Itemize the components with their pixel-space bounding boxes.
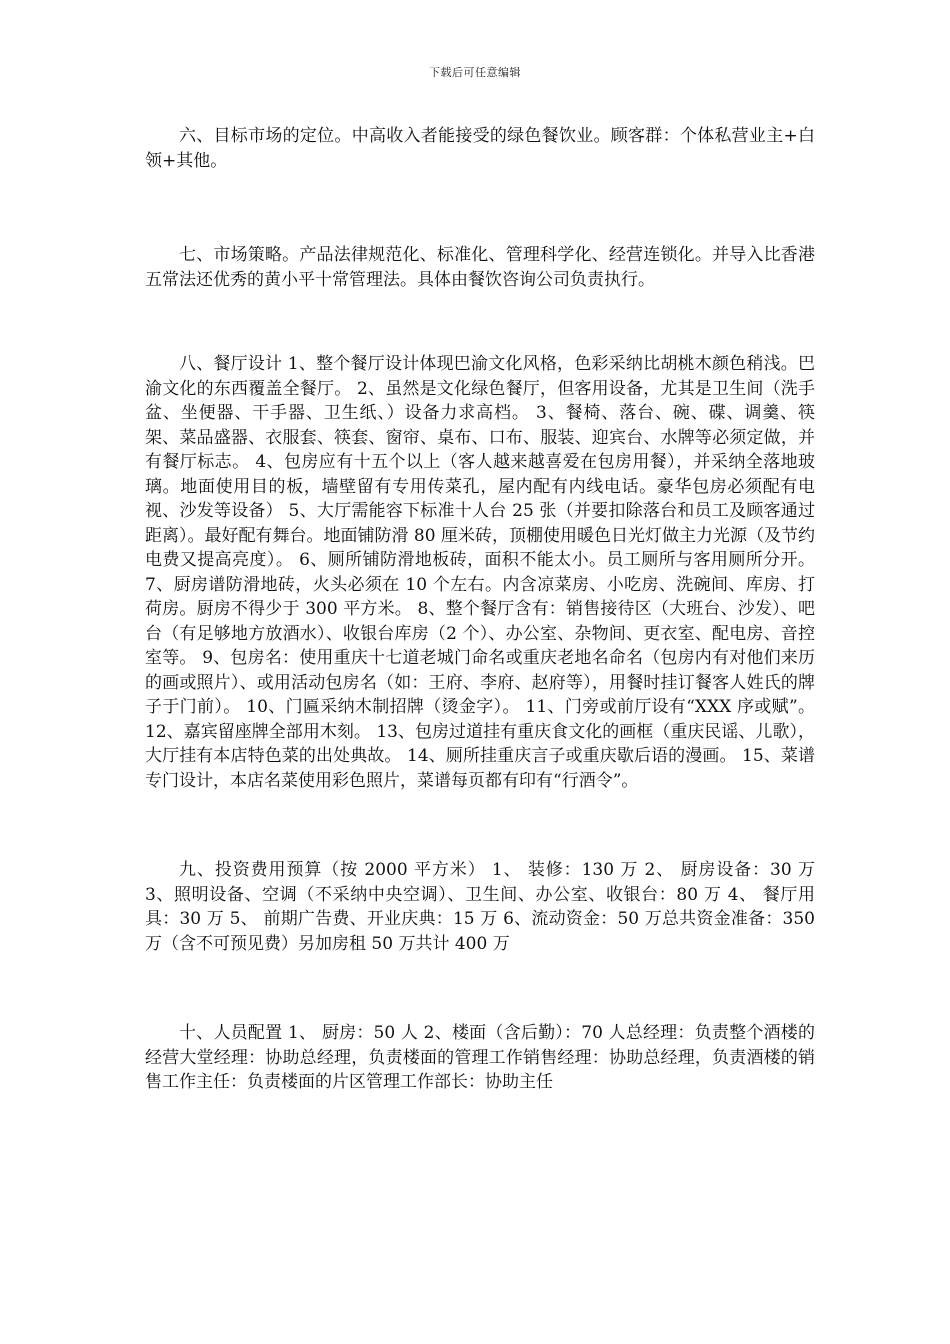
paragraph-restaurant-design: 八、餐厅设计 1、整个餐厅设计体现巴渝文化风格，色彩采纳比胡桃木颜色稍浅。巴渝文化的东西覆盖全餐厅。 2、虽然是文化绿色餐厅，但客用设备，尤其是卫生间（洗手盆、坐便器、干手器、卫生纸、）设备力求高档。 3、餐椅、落台、碗、碟、调羹、筷架、菜品盛器、衣服套、筷套、窗帘、桌布、口布、服装、迎宾台、水牌等必须定做，并有餐厅标志。 4、包房应有十五个以上（客人越来越喜爱在包房用餐），并采纳全落地玻璃。地面使用目的板，墙壁留有专用传菜孔，屋内配有内线电话。豪华包房必须配有电视、沙发等设备） 5、大厅需能容下标准十人台 25 张（并要扣除落台和员工及顾客通过距离）。最好配有舞台。地面铺防滑 80 厘米砖，顶棚使用暖色日光灯做主力光源（及节约电费又提高亮度）。 6、厕所铺防滑地板砖，面积不能太小。员工厕所与客用厕所分开。 7、厨房谱防滑地砖，火头必须在 10 个左右。内含凉菜房、小吃房、洗碗间、库房、打荷房。厨房不得少于 300 平方米。 8、整个餐厅含有：销售接待区（大班台、沙发）、吧台（有足够地方放酒水）、收银台库房（2 个）、办公室、杂物间、更衣室、配电房、音控室等。 9、包房名：使用重庆十七道老城门命名或重庆老地名命名（包房内有对他们来历的画或照片）、或用活动包房名（如：王府、李府、赵府等），用餐时挂订餐客人姓氏的牌子于门前）。 10、门匾采纳木制招牌（烫金字）。 11、门旁或前厅设有“XXX 序或赋”。 12、嘉宾留座牌全部用木刻。 13、包房过道挂有重庆食文化的画框（重庆民谣、儿歌），大厅挂有本店特色菜的出处典故。 14、厕所挂重庆言子或重庆歇后语的漫画。 15、菜谱专门设计，本店名菜使用彩色照片，菜谱每页都有印有“行酒令”。: [145, 354, 815, 791]
document-body: [145, 124, 815, 1095]
paragraph-investment-budget: 九、投资费用预算（按 2000 平方米） 1、 装修：130 万 2、 厨房设备：30 万 3、照明设备、空调（不采纳中央空调）、卫生间、办公室、收银台：80 万 4、 餐厅用具：30 万 5、 前期广告费、开业庆典：15 万 6、流动资金：50 万总共资金准备：350 万（含不可预见费）另加房租 50 万共计 400 万: [145, 860, 815, 954]
paragraph-target-market: 六、目标市场的定位。中高收入者能接受的绿色餐饮业。顾客群：个体私营业主+白领+其他。: [145, 126, 815, 171]
paragraph-market-strategy: 七、市场策略。产品法律规范化、标准化、管理科学化、经营连锁化。并导入比香港五常法还优秀的黄小平十常管理法。具体由餐饮咨询公司负责执行。: [145, 245, 815, 290]
page-header-note: 下载后可任意编辑: [429, 66, 521, 79]
paragraph-staffing: 十、人员配置 1、 厨房：50 人 2、楼面（含后勤）：70 人总经理：负责整个酒楼的经营大堂经理：协助总经理，负责楼面的管理工作销售经理：协助总经理，负责酒楼的销售工作主任：负责楼面的片区管理工作部长：协助主任: [145, 1023, 815, 1092]
